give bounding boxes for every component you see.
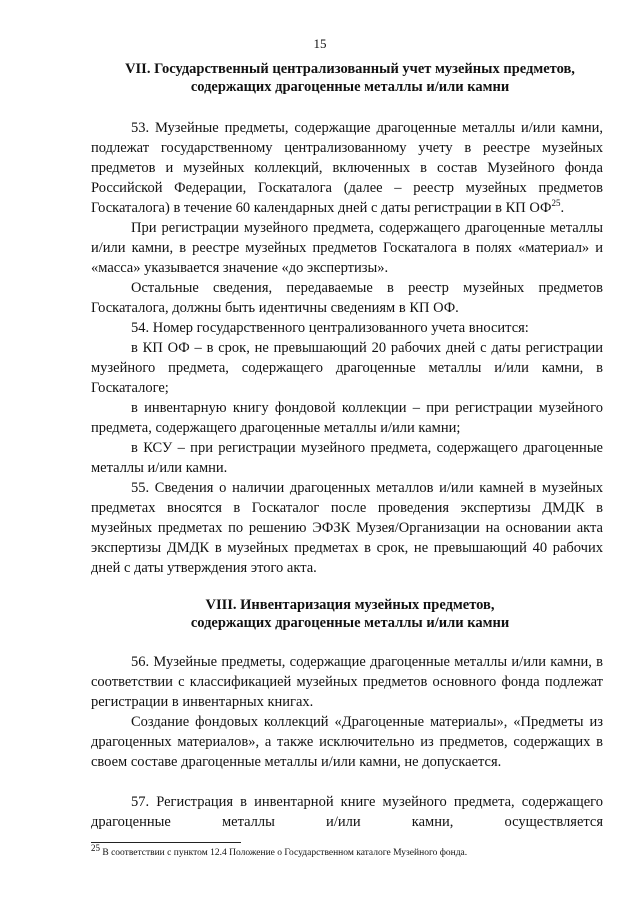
footnote-text: В соответствии с пунктом 12.4 Положение о Государственном каталоге Музейного фонда. bbox=[100, 848, 468, 858]
footnote-reference-25[interactable]: 25 bbox=[551, 198, 561, 209]
paragraph-54: 54. Номер государственного централизованного учета вносится: bbox=[131, 320, 529, 336]
paragraph-53-text: 53. Музейные предметы, содержащие драгоценные металлы и/или камни, подлежат государственному централизованному учету в реестре музейных предметов и музейных коллекций, включенных в состав Музейного фонда Российской Федерации, Госкаталога (далее – реестр музейных предметов Госкаталога) в течение 60 календарных дней с даты регистрации в КП ОФ bbox=[91, 120, 603, 216]
section-7-title-line-2: содержащих драгоценные металлы и/или камни bbox=[190, 79, 510, 95]
footnote bbox=[91, 842, 603, 859]
paragraph-53-other-data: Остальные сведения, передаваемые в реестр музейных предметов Госкаталога, должны быть идентичны сведениям в КП ОФ. bbox=[91, 280, 603, 316]
page-number: 15 bbox=[313, 36, 327, 51]
section-7-title-line-1: VII. Государственный централизованный учет музейных предметов, bbox=[125, 61, 575, 77]
section-8-title-line-2: содержащих драгоценные металлы и/или камни bbox=[190, 615, 510, 631]
paragraph-54-inventory-book: в инвентарную книгу фондовой коллекции – при регистрации музейного предмета, содержащего драгоценные металлы и/или камни; bbox=[91, 400, 603, 436]
paragraph-53-registration: При регистрации музейного предмета, содержащего драгоценные металлы и/или камни, в реестре музейных предметов Госкаталога в полях «материал» и «масса» указывается значение «до экспертизы». bbox=[91, 220, 603, 276]
paragraph-56: 56. Музейные предметы, содержащие драгоценные металлы и/или камни, в соответствии с классификацией музейных предметов основного фонда подлежат регистрации в инвентарных книгах. bbox=[91, 654, 603, 710]
section-8-heading bbox=[90, 596, 610, 632]
section-7-heading bbox=[90, 60, 610, 96]
footnote-number: 25 bbox=[91, 842, 100, 853]
paragraph-54-kp-of: в КП ОФ – в срок, не превышающий 20 рабочих дней с даты регистрации музейного предмета, содержащего драгоценные металлы и/или камни, в Госкаталоге; bbox=[91, 340, 603, 396]
footnote-divider bbox=[91, 842, 241, 843]
paragraph-56-collections: Создание фондовых коллекций «Драгоценные материалы», «Предметы из драгоценных материалов», а также исключительно из предметов, содержащих в своем составе драгоценные металлы и/или камни, не допускается. bbox=[91, 714, 603, 770]
paragraph-57: 57. Регистрация в инвентарной книге музейного предмета, содержащего драгоценные металлы и/или камни, осуществляется bbox=[91, 794, 603, 830]
paragraph-55: 55. Сведения о наличии драгоценных металлов и/или камней в музейных предметах вносятся в Госкаталог после проведения экспертизы ДМДК в музейных предметах по решению ЭФЗК Музея/Организации на основании акта экспертизы ДМДК в музейных предметах в срок, не превышающий 40 рабочих дней с даты утверждения этого акта. bbox=[91, 480, 603, 576]
paragraph-53-end: . bbox=[560, 200, 565, 216]
paragraph-53 bbox=[91, 118, 603, 218]
paragraph-54-ksu: в КСУ – при регистрации музейного предмета, содержащего драгоценные металлы и/или камни. bbox=[91, 440, 603, 476]
section-8-title-line-1: VIII. Инвентаризация музейных предметов, bbox=[205, 597, 495, 613]
